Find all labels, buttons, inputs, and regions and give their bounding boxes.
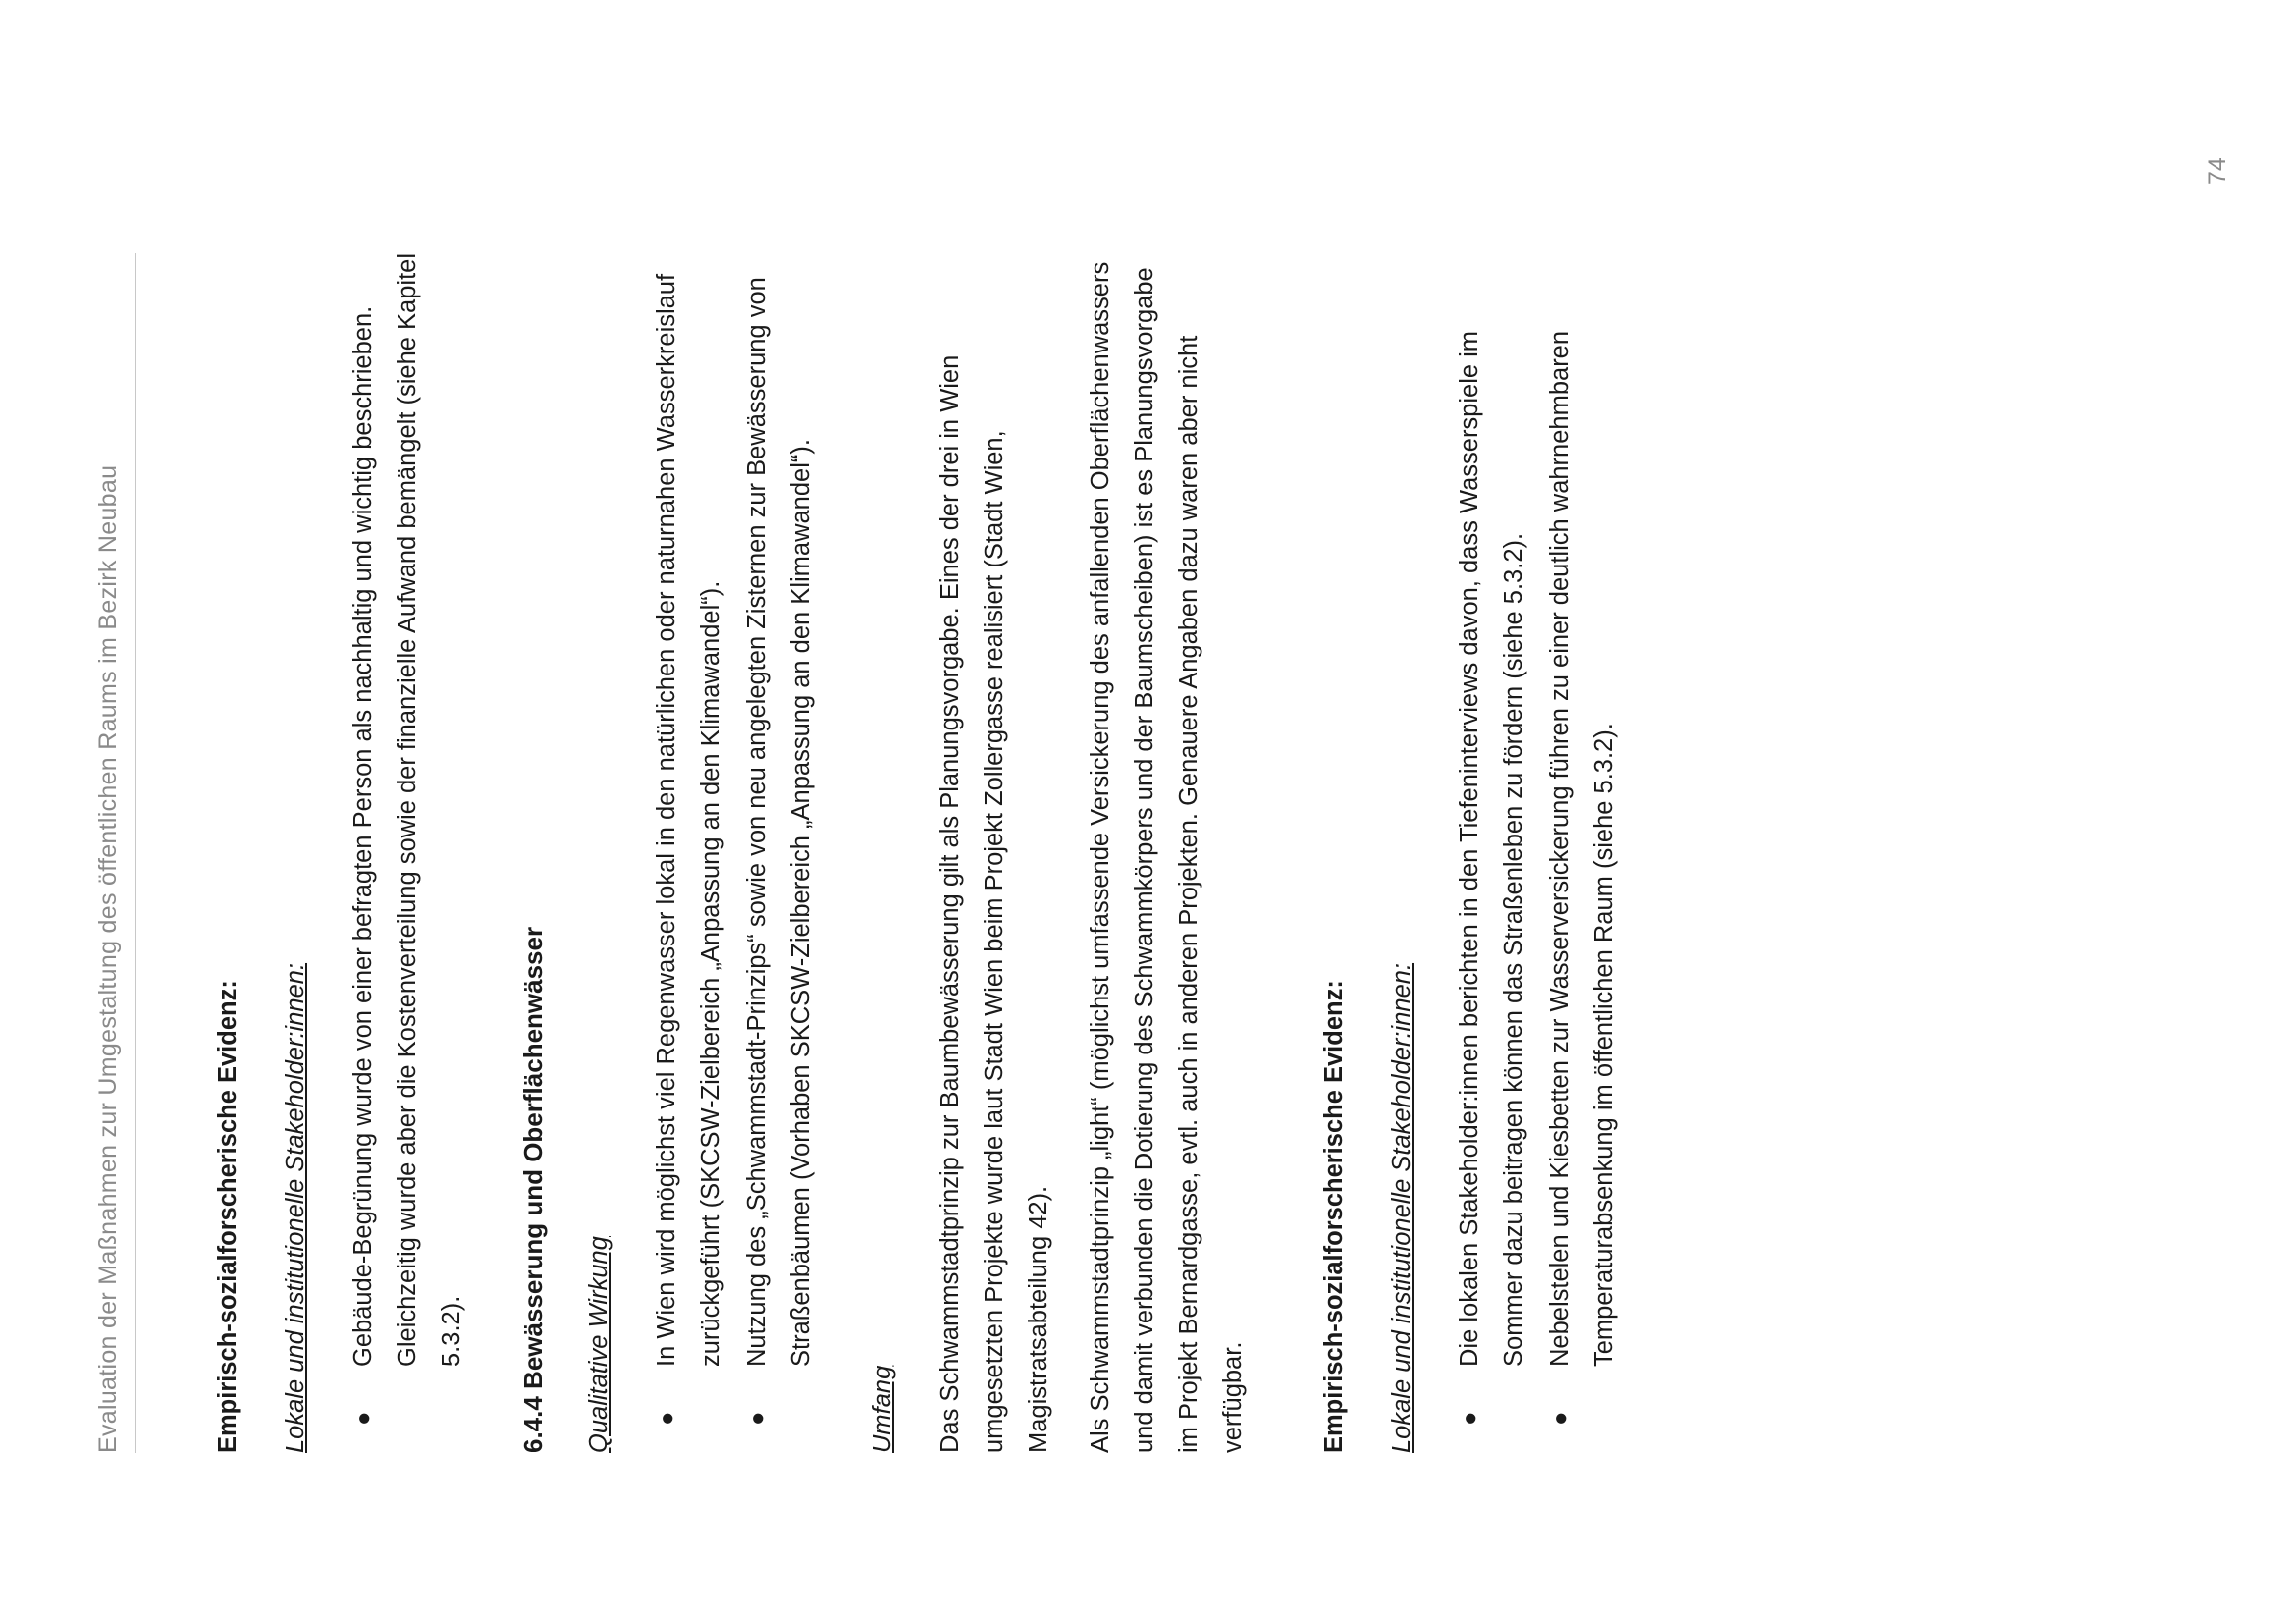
- umfang-paragraph-2: Als Schwammstadtprinzip „light“ (möglichst umfassende Versickerung des anfallenden Oberflächenwassers und damit verbunden die Dotierung des Schwammkörpers und der Baumscheiben) ist es Planungsvorgabe im Projekt Bernardgasse, evtl. auch in anderen Projekten. Genauere Angaben dazu waren aber nicht verfügbar.: [1087, 261, 1247, 1453]
- page-content: [206, 236, 1664, 1453]
- running-header: Evaluation der Maßnahmen zur Umgestaltung des öffentlichen Raums im Bezirk Neubau: [94, 464, 122, 1453]
- page-number: 74: [2204, 157, 2231, 185]
- evidence-heading-2: Empirisch-sozialforscherische Evidenz:: [1320, 980, 1348, 1453]
- stakeholder-subheading-2: Lokale und institutionelle Stakeholder:innen:: [1388, 962, 1415, 1453]
- list-item: ● In Wien wird möglichst viel Regenwasser lokal in den natürlichen oder naturnahen Wasserkreislauf zurückgeführt (SKCSW-Zielbereich „Anpassung an den Klimawandel“).: [645, 236, 733, 1453]
- umfang-paragraph-1: Das Schwammstadtprinzip zur Baumbewässerung gilt als Planungsvorgabe. Eines der drei in Wien umgesetzten Projekte wurde laut Stadt Wien beim Projekt Zollergasse realisiert (Stadt Wien, Magistratsabteilung 42).: [936, 354, 1052, 1453]
- bullet-list-qualitative: [645, 236, 824, 1453]
- evidence-heading-1: Empirisch-sozialforscherische Evidenz:: [214, 980, 241, 1453]
- bullet-list-2: [1448, 236, 1627, 1453]
- header-divider: [135, 253, 136, 1453]
- bullet-icon: ●: [654, 1411, 680, 1426]
- umfang-label: Umfang: [869, 1365, 896, 1453]
- list-item: ● Nutzung des „Schwammstadt-Prinzips“ sowie von neu angelegten Zisternen zur Bewässerung von Straßenbäumen (Vorhaben SKCSW-Zielbereich „Anpassung an den Klimawandel“).: [735, 236, 824, 1453]
- bullet-icon: ●: [1457, 1411, 1483, 1426]
- list-item: ● Die lokalen Stakeholder:innen berichten in den Tiefeninterviews davon, dass Wasserspiele im Sommer dazu beitragen können das Straßenleben zu fördern (siehe 5.3.2).: [1448, 236, 1536, 1453]
- list-item: ● Gebäude-Begrünung wurde von einer befragten Person als nachhaltig und wichtig beschrieben. Gleichzeitig wurde aber die Kostenverteilung sowie der finanzielle Aufwand bemängelt (siehe Kapitel 5.3.2).: [342, 236, 474, 1453]
- bullet-icon: ●: [1547, 1411, 1574, 1426]
- bullet-list-1: [342, 236, 474, 1453]
- bullet-icon: ●: [744, 1411, 771, 1426]
- section-heading: 6.4.4 Bewässerung und Oberflächenwässer: [518, 926, 548, 1453]
- bullet-icon: ●: [350, 1411, 377, 1426]
- qualitative-label: Qualitative Wirkung: [585, 1236, 613, 1453]
- list-item: ● Nebelstelen und Kiesbetten zur Wasserversickerung führen zu einer deutlich wahrnehmbaren Temperaturabsenkung im öffentlichen Raum (siehe 5.3.2).: [1538, 236, 1627, 1453]
- stakeholder-subheading-1: Lokale und institutionelle Stakeholder:innen:: [282, 962, 309, 1453]
